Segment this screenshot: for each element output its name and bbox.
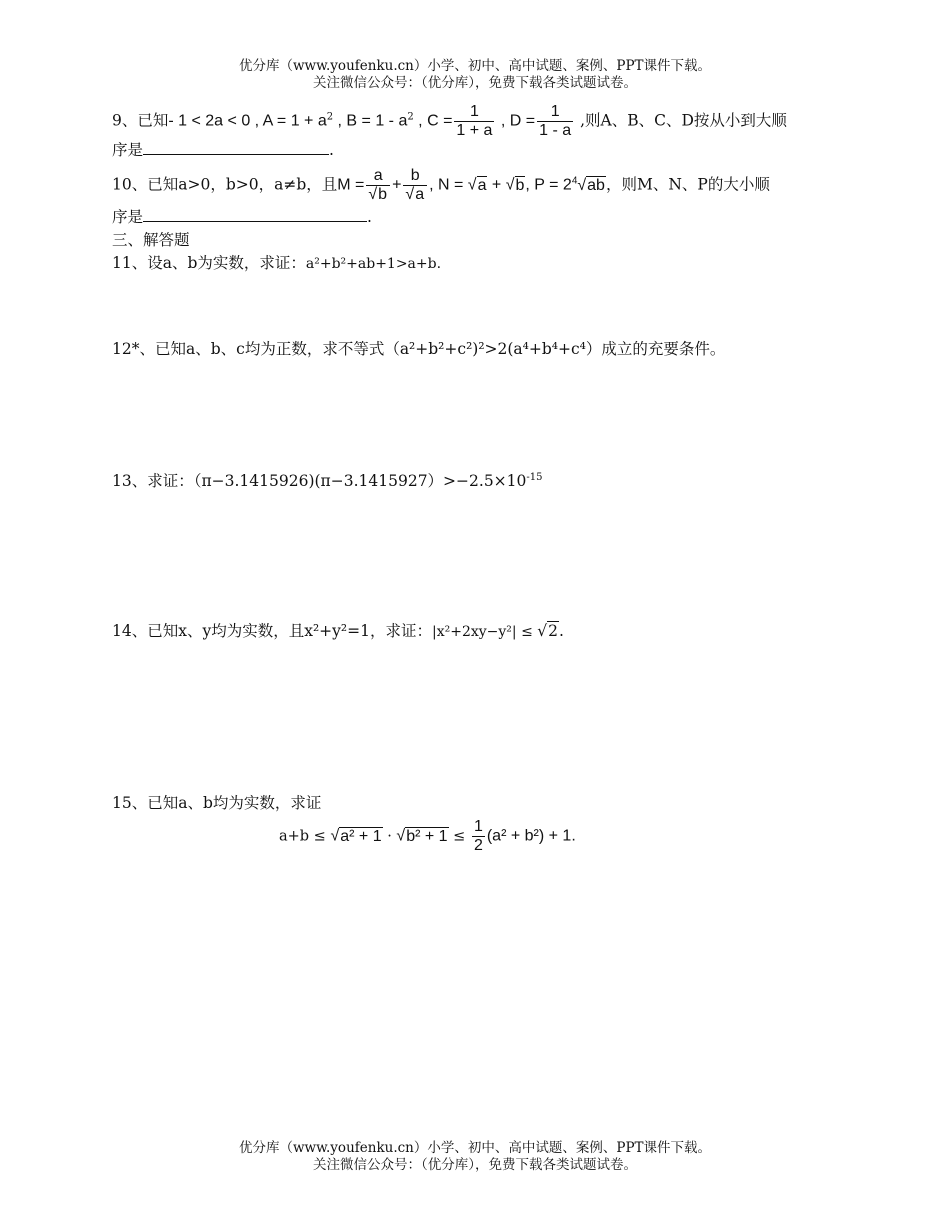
q9-c-part: , C = bbox=[413, 112, 453, 130]
q9-b-part: , B = 1 - a bbox=[333, 112, 408, 130]
q10-m-eq: M = bbox=[337, 176, 365, 194]
q9-line2: 序是 bbox=[112, 141, 144, 159]
q10-answer-line: 序是 . bbox=[112, 208, 372, 226]
q14-expr: |x²+2xy−y²| ≤ bbox=[431, 624, 538, 640]
q9-prefix: 9、已知 bbox=[112, 111, 169, 130]
question-14: 14、已知x、y均为实数，且x²+y²=1，求证：|x²+2xy−y²| ≤ √2. bbox=[112, 622, 564, 640]
section-title: 三、解答题 bbox=[112, 231, 190, 249]
q9-d-fraction: $\frac{1}{1 - a}$ bbox=[539, 103, 572, 139]
q9-d-part: , D = bbox=[496, 112, 536, 130]
q10-p-root: $^4$√ab bbox=[571, 175, 605, 194]
question-15: 15、已知a、b均为实数，求证 bbox=[112, 794, 322, 812]
q9-answer-line: 序是 . bbox=[112, 141, 334, 159]
q9-exp-b: 2 bbox=[407, 111, 414, 123]
q10-line2: 序是 bbox=[112, 208, 144, 226]
q10-prefix: 10、已知a>0，b>0，a≠b，且 bbox=[112, 175, 338, 194]
q9-answer-blank[interactable] bbox=[143, 140, 329, 155]
q11-expr: a²+b²+ab+1>a+b. bbox=[305, 256, 442, 272]
q11-prefix: 11、设a、b为实数，求证： bbox=[112, 254, 306, 272]
q9-exp-a: 2 bbox=[326, 111, 334, 123]
q10-m-frac-1: $\frac{a}{√b}$ bbox=[366, 167, 390, 204]
q9-suffix: ,则A、B、C、D按从小到大顺 bbox=[575, 111, 787, 130]
q9-c-fraction: $\frac{1}{1 + a}$ bbox=[456, 103, 493, 139]
q15-inequality: a+b ≤ √a² + 1 · √b² + 1 ≤ $\frac{1}{2}$ (a² + b²) + 1. bbox=[279, 818, 576, 854]
header-line-1: 优分库（www.youfenku.cn）小学、初中、高中试题、案例、PPT课件下载。 bbox=[238, 58, 712, 74]
q10-suffix: ，则M、N、P的大小顺 bbox=[605, 175, 770, 194]
q9-condition: - 1 < 2a < 0 , A = 1 + a bbox=[168, 112, 327, 130]
question-12: 12*、已知a、b、c均为正数，求不等式（a²+b²+c²)²>2(a⁴+b⁴+c⁴）成立的充要条件。 bbox=[112, 340, 726, 358]
question-13 bbox=[112, 470, 543, 492]
question-10 bbox=[112, 167, 770, 204]
q10-m-frac-2: $\frac{b}{√a}$ bbox=[403, 167, 427, 204]
question-9 bbox=[112, 103, 787, 140]
q10-n-eq: , N = bbox=[429, 176, 464, 194]
q13-exponent: -15 bbox=[526, 471, 543, 483]
question-11 bbox=[112, 252, 441, 275]
header-line-2: 关注微信公众号：（优分库），免费下载各类试题试卷。 bbox=[313, 75, 637, 91]
q10-n-expr: √a + √b bbox=[463, 176, 525, 194]
footer-line-1: 优分库（www.youfenku.cn）小学、初中、高中试题、案例、PPT课件下载。 bbox=[238, 1140, 712, 1156]
q13-text: 13、求证：（π−3.1415926)(π−3.1415927）>−2.5×10 bbox=[112, 472, 527, 490]
q10-answer-blank[interactable] bbox=[143, 207, 367, 222]
q14-prefix: 14、已知x、y均为实数，且x²+y²=1，求证： bbox=[112, 622, 432, 640]
q10-plus: + bbox=[392, 176, 402, 194]
q15-half: $\frac{1}{2}$ bbox=[473, 818, 483, 854]
q14-root: √2 bbox=[537, 622, 559, 640]
footer-line-2: 关注微信公众号：（优分库），免费下载各类试题试卷。 bbox=[313, 1157, 637, 1173]
q10-p-eq: , P = 2 bbox=[525, 176, 572, 194]
